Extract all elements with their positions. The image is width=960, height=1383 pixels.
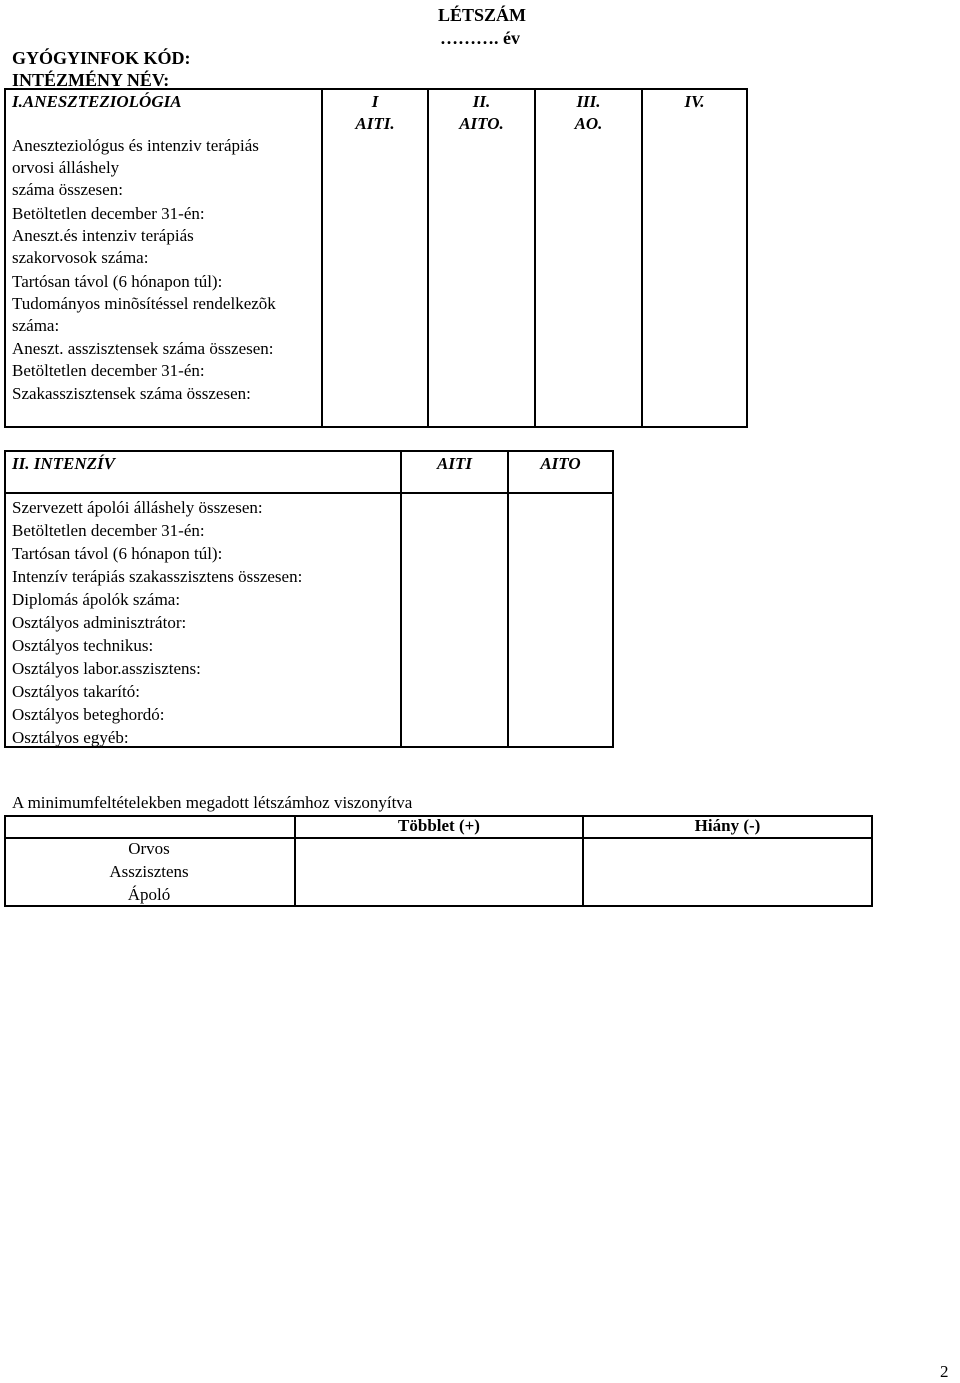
row-label: Betöltetlen december 31-én: xyxy=(12,361,205,380)
gyogyinfok-kod-label: GYÓGYINFOK KÓD: xyxy=(12,48,191,68)
intezmeny-nev-label: INTÉZMÉNY NÉV: xyxy=(12,70,170,90)
section3-caption: A minimumfeltételekben megadott létszámhoz viszonyítva xyxy=(12,793,413,812)
row-label: Tudományos minõsítéssel rendelkezõk xyxy=(12,294,276,313)
page-number: 2 xyxy=(940,1362,949,1381)
row-label: Aneszt.és intenziv terápiás xyxy=(12,226,194,245)
col-header-aiti-2: AITI xyxy=(437,454,472,473)
row-label: Tartósan távol (6 hónapon túl): xyxy=(12,544,223,563)
row-label: Intenzív terápiás szakasszisztens összesen: xyxy=(12,567,303,586)
section1-heading: I.ANESZTEZIOLÓGIA xyxy=(12,92,182,111)
letszam-comparison-table xyxy=(4,815,873,907)
col-header-hiany: Hiány (-) xyxy=(694,816,761,835)
col-header-aito-line1: II. xyxy=(472,92,491,111)
row-label: Osztályos takarító: xyxy=(12,682,140,701)
col-header-ao xyxy=(536,91,641,135)
row-label: Betöltetlen december 31-én: xyxy=(12,521,205,540)
row-label: Aneszteziológus és intenziv terápiás xyxy=(12,136,259,155)
row-label: Szervezett ápolói álláshely összesen: xyxy=(12,498,263,517)
row-label: száma összesen: xyxy=(12,180,123,199)
row-label: Betöltetlen december 31-én: xyxy=(12,204,205,223)
row-label-asszisztens: Asszisztens xyxy=(109,862,189,881)
intenziv-table xyxy=(4,450,614,748)
row-label: orvosi álláshely xyxy=(12,158,120,177)
col-header-ao-line1: III. xyxy=(576,92,601,111)
section2-heading: II. INTENZÍV xyxy=(12,454,115,473)
col-header-aito xyxy=(429,91,534,135)
col-header-iv-line1: IV. xyxy=(684,92,705,111)
row-label: Tartósan távol (6 hónapon túl): xyxy=(12,272,223,291)
row-label: Osztályos labor.asszisztens: xyxy=(12,659,201,678)
col-header-tobblet: Többlet (+) xyxy=(398,816,480,835)
col-header-aiti-line1: I xyxy=(371,92,379,111)
row-label: Diplomás ápolók száma: xyxy=(12,590,181,609)
row-label: Aneszt. asszisztensek száma összesen: xyxy=(12,339,274,358)
row-label-orvos: Orvos xyxy=(128,839,170,858)
anesztheziologia-table xyxy=(4,88,748,428)
row-label: Osztályos beteghordó: xyxy=(12,705,165,724)
col-header-aiti-line2: AITI. xyxy=(355,114,395,133)
row-label: Szakasszisztensek száma összesen: xyxy=(12,384,251,403)
row-label: Osztályos adminisztrátor: xyxy=(12,613,187,632)
col-header-aiti xyxy=(323,91,427,135)
col-header-iv xyxy=(643,91,746,113)
col-header-aito-2: AITO xyxy=(540,454,581,473)
row-label-apolo: Ápoló xyxy=(127,885,171,904)
ev-label: ………. év xyxy=(440,28,520,48)
row-label: száma: xyxy=(12,316,60,335)
row-label: szakorvosok száma: xyxy=(12,248,149,267)
letszam-label: LÉTSZÁM xyxy=(438,5,527,25)
row-label: Osztályos egyéb: xyxy=(12,728,129,747)
col-header-aito-line2: AITO. xyxy=(459,114,504,133)
row-label: Osztályos technikus: xyxy=(12,636,154,655)
col-header-ao-line2: AO. xyxy=(574,114,603,133)
